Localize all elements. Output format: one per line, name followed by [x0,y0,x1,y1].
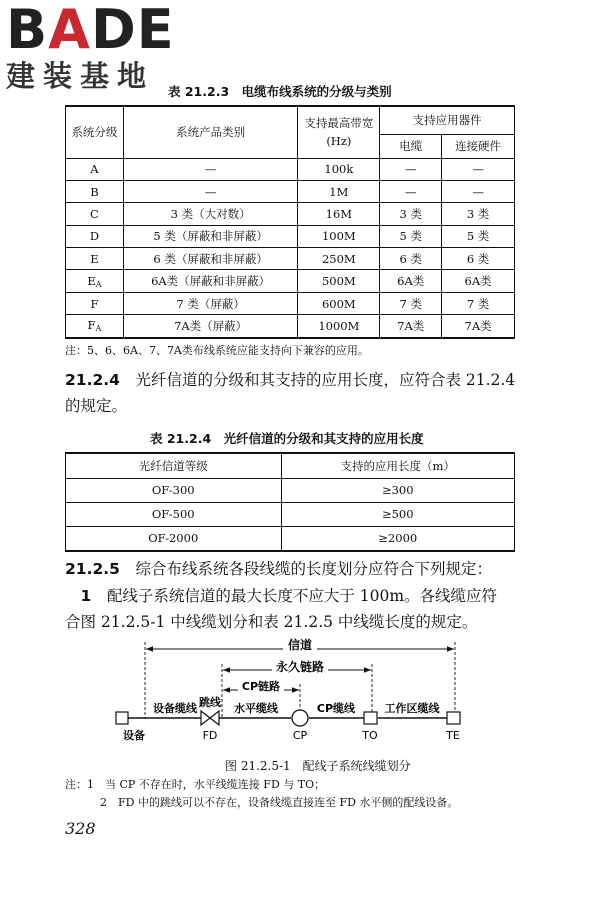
clause-21-2-5 [65,556,492,582]
table-row [66,180,515,202]
cell-grade: OF-2000 [66,526,282,551]
clause-text-line1: 光纤信道的分级和其支持的应用长度，应符合表 21.2.4 [135,371,516,389]
table-row [66,225,515,247]
label-channel: 信道 [287,638,313,652]
cell-level: $F_A$ [66,315,124,338]
label-cp: CP [292,729,308,742]
cell-cable: 7 类 [380,292,442,314]
te-terminal-icon [447,712,460,724]
figure-note-2 [100,794,458,810]
cell-hardware: 6 类 [442,248,515,270]
cabling-diagram [0,632,600,742]
cell-category: 3 类（大对数） [123,203,298,225]
cell-category: 6 类（屏蔽和非屏蔽） [123,248,298,270]
cell-category: — [123,180,298,202]
page-number: 328 [65,819,96,838]
figure-caption: 图 21.2.5-1 配线子系统线缆划分 [225,759,411,773]
cell-grade: OF-500 [66,502,282,526]
cell-category: 5 类（屏蔽和非屏蔽） [123,225,298,247]
table-row [66,315,515,338]
cell-hardware: 6A类 [442,270,515,292]
table-row [66,248,515,270]
logo-letter-a: A [48,0,91,61]
table1-note: 注：5、6、6A、7、7A类布线系统应能支持向下兼容的应用。 [65,344,369,357]
cp-node-icon [292,710,308,726]
cell-cable: 5 类 [380,225,442,247]
cell-level: B [66,180,124,202]
th-hardware: 连接硬件 [442,134,515,158]
figure-note-1 [65,776,325,792]
cell-category: 7A类（屏蔽） [123,315,298,338]
th-cable: 电缆 [380,134,442,158]
cell-bandwidth: 250M [298,248,380,270]
logo-cjk: 建装基地 [6,59,155,93]
logo-letter-b: B [6,0,49,61]
clause-item-1 [65,583,497,635]
cell-cable: — [380,158,442,180]
cell-hardware: 7 类 [442,292,515,314]
label-horizontal-cable: 水平缆线 [234,702,278,715]
cell-category: — [123,158,298,180]
label-to: TO [362,729,378,742]
label-cp-cable: CP缆线 [316,702,356,715]
note-number: 2 [100,796,107,809]
th-bandwidth-l1: 支持最高带宽 [304,116,374,131]
cell-length: ≥300 [281,478,515,502]
table-row [66,478,515,502]
th-length: 支持的应用长度（m） [281,453,515,478]
cell-level: D [66,225,124,247]
item-text-line1: 配线子系统信道的最大长度不应大于 100m。各线缆应符 [106,587,498,605]
note-text: 当 CP 不存在时，水平线缆连接 FD 与 TO； [105,778,326,791]
cell-cable: — [380,180,442,202]
table-row [66,526,515,551]
cell-level: F [66,292,124,314]
table2-caption: 表 21.2.4 光纤信道的分级和其支持的应用长度 [150,431,424,446]
to-outlet-icon [364,712,377,724]
table-row [66,203,515,225]
cell-bandwidth: 1000M [298,315,380,338]
item-text-line2: 合图 21.2.5-1 中线缆划分和表 21.2.5 中线缆长度的规定。 [65,613,478,631]
th-level: 系统分级 [66,106,124,158]
th-bandwidth-l2: (Hz) [326,134,352,149]
cell-hardware: 7A类 [442,315,515,338]
th-category: 系统产品类别 [123,106,298,158]
th-devices: 支持应用器件 [380,106,515,134]
logo-letters-de: DE [90,0,175,61]
table-cable-classes [65,105,515,339]
cell-level: E [66,248,124,270]
label-equipment-cable: 设备缆线 [153,702,197,715]
cell-level: C [66,203,124,225]
cell-hardware: 5 类 [442,225,515,247]
note-text: FD 中的跳线可以不存在，设备线缆直接连至 FD 水平侧的配线设备。 [118,796,459,809]
cell-grade: OF-300 [66,478,282,502]
cell-hardware: — [442,180,515,202]
cell-bandwidth: 100k [298,158,380,180]
cell-level: A [66,158,124,180]
label-permanent-link: 永久链路 [275,660,325,674]
cell-bandwidth: 1M [298,180,380,202]
cell-bandwidth: 500M [298,270,380,292]
label-equipment: 设备 [123,729,145,742]
clause-text-line2: 的规定。 [65,397,128,415]
cell-cable: 6 类 [380,248,442,270]
cell-cable: 3 类 [380,203,442,225]
th-grade: 光纤信道等级 [66,453,282,478]
label-fd: FD [202,729,218,742]
fd-patch-icon [201,711,219,725]
logo [6,2,176,94]
table-row [66,292,515,314]
note-number: 1 [87,778,94,791]
cell-category: 7 类（屏蔽） [123,292,298,314]
table-row [66,502,515,526]
label-cp-link: CP链路 [241,680,281,693]
cell-hardware: 3 类 [442,203,515,225]
label-work-area-cable: 工作区缆线 [384,702,440,715]
cell-bandwidth: 16M [298,203,380,225]
table-fiber-grades [65,452,515,552]
clause-text: 综合布线系统各段线缆的长度划分应符合下列规定： [135,560,492,578]
cell-hardware: — [442,158,515,180]
clause-number: 21.2.4 [65,371,120,389]
cell-cable: 7A类 [380,315,442,338]
note-label: 注： [65,778,87,791]
item-number: 1 [80,587,92,605]
table-row [66,158,515,180]
table1-caption: 表 21.2.3 电缆布线系统的分级与类别 [168,84,392,99]
clause-21-2-4 [65,367,515,419]
label-te: TE [446,729,460,742]
cell-length: ≥2000 [281,526,515,551]
cell-category: 6A类（屏蔽和非屏蔽） [123,270,298,292]
th-bandwidth [298,106,380,158]
equipment-icon [116,712,128,724]
cell-level: $E_A$ [66,270,124,292]
label-patch-cord: 跳线 [199,696,221,709]
cell-cable: 6A类 [380,270,442,292]
clause-number: 21.2.5 [65,560,120,578]
logo-latin [6,0,176,61]
cell-length: ≥500 [281,502,515,526]
table-row [66,270,515,292]
cell-bandwidth: 100M [298,225,380,247]
cell-bandwidth: 600M [298,292,380,314]
